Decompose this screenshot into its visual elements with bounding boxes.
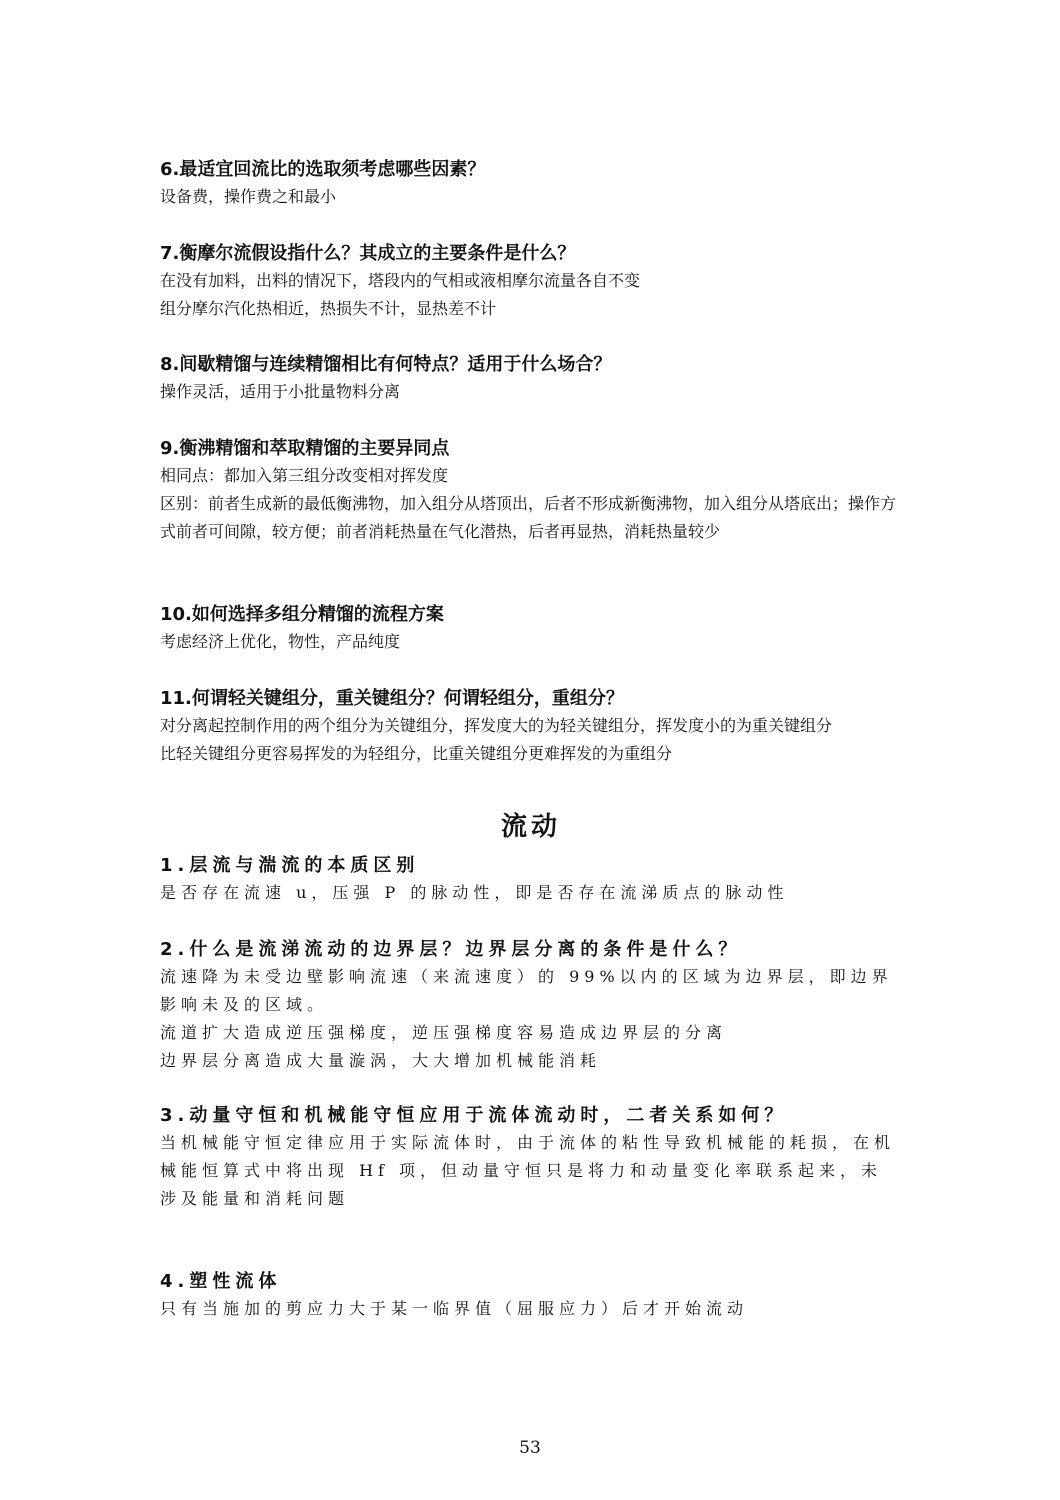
- answer-line: 流速降为未受边壁影响流速（来流速度）的 99%以内的区域为边界层，即边界影响未及的区域。: [160, 967, 893, 1014]
- answer-line: 区别：前者生成新的最低衡沸物，加入组分从塔顶出，后者不形成新衡沸物，加入组分从塔底出；操作方式前者可间隙，较方便；前者消耗热量在气化潜热，后者再显热，消耗热量较少: [160, 494, 897, 541]
- question-block-11: [160, 685, 902, 768]
- question-block-6: [160, 156, 902, 211]
- question-title: 9.衡沸精馏和萃取精馏的主要异同点: [160, 438, 450, 459]
- flow-question-block-2: [160, 936, 902, 1075]
- flow-question-block-4: [160, 1268, 902, 1323]
- answer-line: 考虑经济上优化，物性，产品纯度: [160, 632, 401, 651]
- question-title: 4.塑性流体: [160, 1271, 282, 1292]
- question-title: 3.动量守恒和机械能守恒应用于流体流动时，二者关系如何？: [160, 1105, 788, 1126]
- answer-line: 设备费，操作费之和最小: [160, 187, 337, 206]
- question-block-10: [160, 601, 902, 656]
- answer-line: 相同点：都加入第三组分改变相对挥发度: [160, 466, 449, 485]
- answer-line: 对分离起控制作用的两个组分为关键组分，挥发度大的为轻关键组分，挥发度小的为重关键组分: [160, 716, 833, 735]
- answer-line: 是否存在流速 u，压强 P 的脉动性，即是否存在流涕质点的脉动性: [160, 883, 789, 902]
- answer-line: 当机械能守恒定律应用于实际流体时，由于流体的粘性导致机械能的耗损，在机械能恒算式中将出现 Hf 项，但动量守恒只是将力和动量变化率联系起来，未涉及能量和消耗问题: [160, 1133, 896, 1208]
- question-block-9: [160, 435, 902, 546]
- flow-question-block-1: [160, 852, 902, 907]
- question-title: 10.如何选择多组分精馏的流程方案: [160, 604, 444, 625]
- answer-line: 流道扩大造成逆压强梯度，逆压强梯度容易造成边界层的分离: [160, 1023, 728, 1042]
- flow-question-block-3: [160, 1102, 902, 1213]
- question-block-7: [160, 240, 902, 323]
- page-number: 53: [519, 1438, 541, 1458]
- question-title: 6.最适宜回流比的选取须考虑哪些因素？: [160, 159, 486, 180]
- question-title: 7.衡摩尔流假设指什么？其成立的主要条件是什么？: [160, 243, 576, 264]
- answer-line: 只有当施加的剪应力大于某一临界值（屈服应力）后才开始流动: [160, 1299, 749, 1318]
- answer-line: 操作灵活，适用于小批量物料分离: [160, 382, 401, 401]
- question-title: 8.间歇精馏与连续精馏相比有何特点？适用于什么场合？: [160, 354, 612, 375]
- question-title: 2.什么是流涕流动的边界层？边界层分离的条件是什么？: [160, 939, 742, 960]
- answer-line: 组分摩尔汽化热相近，热损失不计，显热差不计: [160, 299, 497, 318]
- question-block-8: [160, 351, 902, 406]
- question-title: 1.层流与湍流的本质区别: [160, 855, 420, 876]
- question-title: 11.何谓轻关键组分，重关键组分？何谓轻组分，重组分？: [160, 688, 624, 709]
- answer-line: 比轻关键组分更容易挥发的为轻组分，比重关键组分更难挥发的为重组分: [160, 744, 673, 763]
- answer-line: 边界层分离造成大量漩涡，大大增加机械能消耗: [160, 1051, 602, 1070]
- answer-line: 在没有加料，出料的情况下，塔段内的气相或液相摩尔流量各自不变: [160, 271, 641, 290]
- section-title: 流动: [500, 812, 561, 842]
